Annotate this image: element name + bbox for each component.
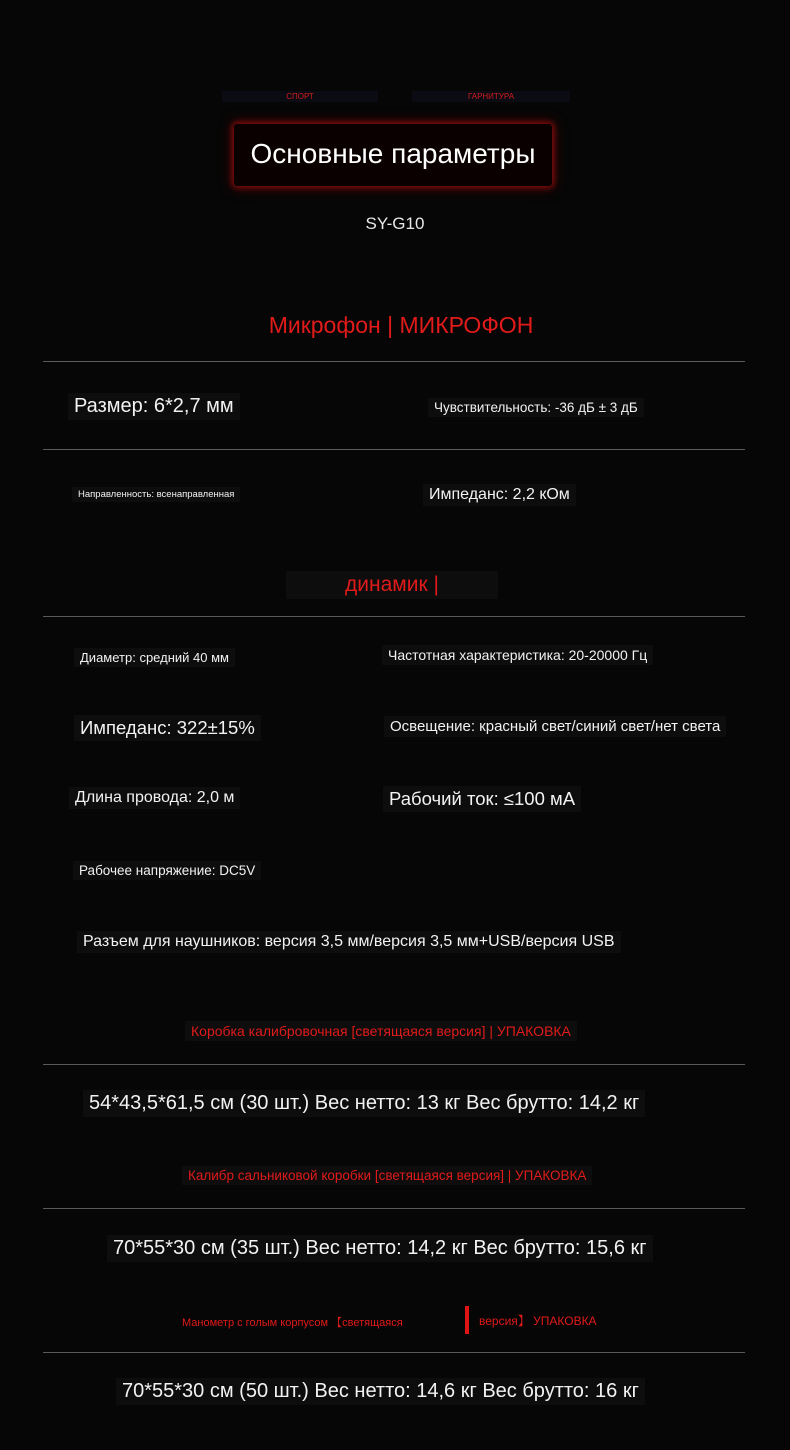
speaker-connector: Разъем для наушников: версия 3,5 мм/версия 3,5 мм+USB/версия USB	[77, 931, 621, 953]
divider	[43, 1064, 745, 1065]
packaging-2-value: 70*55*30 см (35 шт.) Вес нетто: 14,2 кг Вес брутто: 15,6 кг	[107, 1235, 653, 1262]
packaging-3-heading-left: Манометр с голым корпусом 【светящаяся	[182, 1317, 403, 1329]
speaker-diameter: Диаметр: средний 40 мм	[74, 648, 235, 667]
divider	[43, 1352, 745, 1353]
tag-sport: СПОРТ	[222, 91, 378, 102]
speaker-current: Рабочий ток: ≤100 мА	[383, 786, 581, 812]
tag-headset: ГАРНИТУРА	[412, 91, 570, 102]
packaging-1-heading: Коробка калибровочная [светящаяся версия] | УПАКОВКА	[185, 1021, 577, 1041]
mic-directivity: Направленность: всенаправленная	[72, 487, 240, 502]
divider	[43, 1208, 745, 1209]
speaker-frequency: Частотная характеристика: 20-20000 Гц	[382, 645, 653, 665]
page-title: Основные параметры	[250, 138, 536, 169]
divider	[43, 449, 745, 450]
divider	[43, 361, 745, 362]
microphone-heading: Микрофон | МИКРОФОН	[268, 312, 534, 338]
packaging-3-value: 70*55*30 см (50 шт.) Вес нетто: 14,6 кг Вес брутто: 16 кг	[116, 1378, 645, 1405]
mic-impedance: Импеданс: 2,2 кОм	[423, 484, 576, 506]
accent-bar	[465, 1306, 469, 1334]
speaker-cable-length: Длина провода: 2,0 м	[69, 787, 240, 809]
mic-sensitivity: Чувствительность: -36 дБ ± 3 дБ	[428, 398, 644, 417]
speaker-voltage: Рабочее напряжение: DC5V	[73, 861, 261, 880]
packaging-1-value: 54*43,5*61,5 см (30 шт.) Вес нетто: 13 кг Вес брутто: 14,2 кг	[83, 1090, 645, 1117]
speaker-impedance: Импеданс: 322±15%	[74, 715, 261, 741]
packaging-2-heading: Калибр сальниковой коробки [светящаяся версия] | УПАКОВКА	[182, 1166, 592, 1185]
speaker-lighting: Освещение: красный свет/синий свет/нет света	[384, 716, 726, 737]
speaker-heading: динамик |	[286, 571, 498, 599]
packaging-3-heading-right: версия】 УПАКОВКА	[479, 1314, 597, 1328]
mic-size: Размер: 6*2,7 мм	[68, 393, 240, 420]
model-number: SY-G10	[365, 214, 425, 233]
divider	[43, 616, 745, 617]
